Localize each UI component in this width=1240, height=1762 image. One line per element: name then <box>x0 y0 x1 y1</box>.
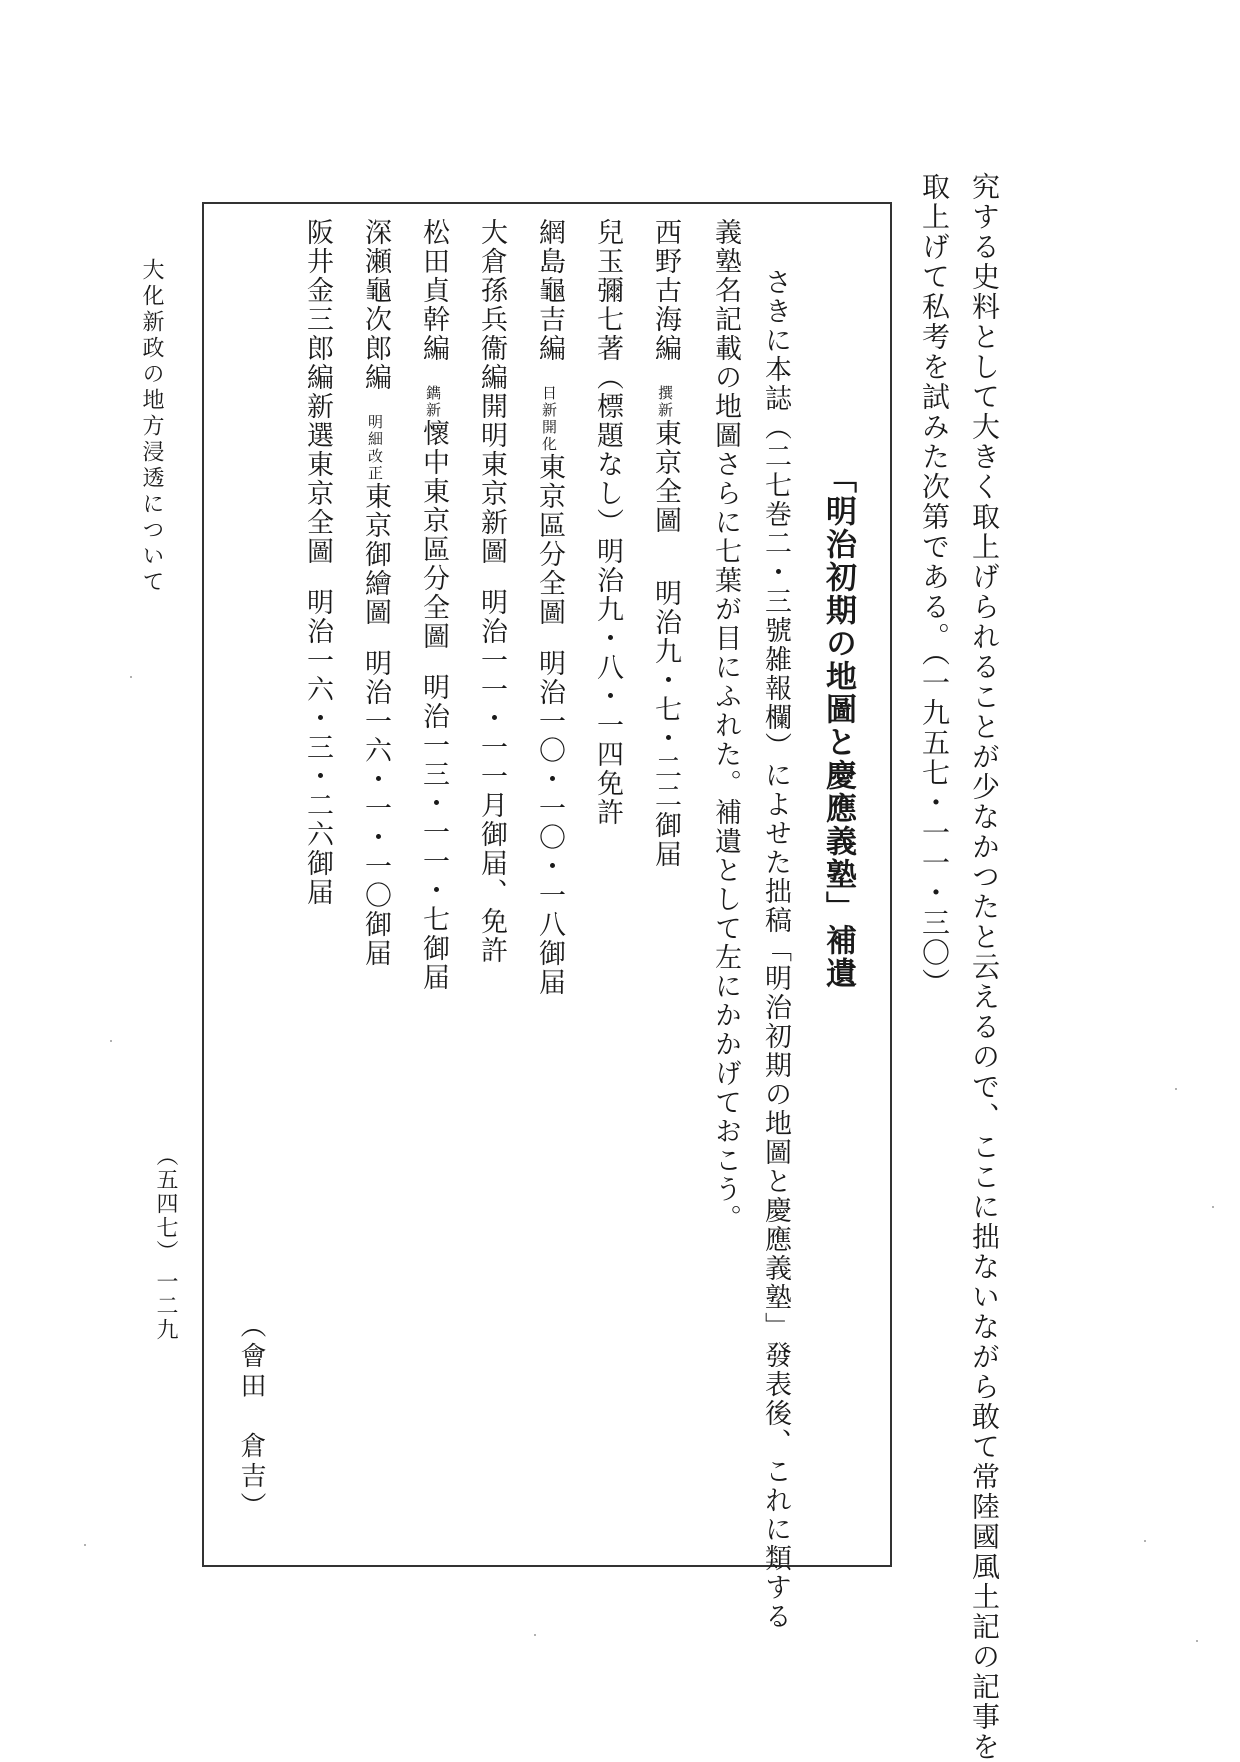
map-entry <box>536 218 563 997</box>
entry-date: 明治九・七・二二御届 <box>650 579 681 869</box>
scan-speck <box>110 1040 112 1042</box>
map-entry <box>362 218 389 968</box>
entry-ruby <box>366 414 383 482</box>
entry-title: 新選東京全圖 <box>302 392 333 566</box>
scan-speck <box>130 676 132 678</box>
entry-ruby-right: 新 <box>424 402 442 419</box>
entry-title: 東京全圖 <box>650 419 681 535</box>
entry-date: 明治一六・一・一〇御届 <box>360 649 391 968</box>
entry-editor: 松田貞幹編 <box>418 218 449 363</box>
supplement-body-line-2: 義塾名記載の地圖さらに七葉が目にふれた。補遺として左にかかげておこう。 <box>710 218 741 1233</box>
volume-page-number: （五四七） <box>153 1144 178 1264</box>
entry-ruby-right: 改正 <box>366 448 384 482</box>
entry-date: 明治九・八・一四免許 <box>592 537 623 827</box>
running-title: 大化新政の地方浸透について <box>139 258 164 596</box>
scan-speck <box>1196 1640 1198 1642</box>
entry-ruby <box>656 385 673 419</box>
entry-date: 明治一一・一一月御届、免許 <box>476 588 507 965</box>
entry-ruby <box>424 385 441 419</box>
entry-title: （標題なし） <box>592 363 623 537</box>
entry-ruby-right: 新 <box>656 402 674 419</box>
entry-ruby <box>540 385 557 453</box>
entry-date: 明治一三・一一・七御届 <box>418 673 449 992</box>
scan-speck <box>1212 1206 1214 1208</box>
entry-title: 東京御繪圖 <box>360 482 391 627</box>
entry-title: 東京區分全圖 <box>534 453 565 627</box>
entry-title: 開明東京新圖 <box>476 392 507 566</box>
map-entry <box>478 218 505 965</box>
entry-editor: 兒玉彌七著 <box>592 218 623 363</box>
page-number: 一二九 <box>153 1270 178 1342</box>
supplement-title: 「明治初期の地圖と慶應義塾」補遺 <box>820 462 856 990</box>
supplement-body-line-1: さきに本誌（二七巻二・三號雑報欄）によせた拙稿「明治初期の地圖と慶應義塾」發表後、これに類する <box>760 268 791 1631</box>
map-entry <box>594 218 621 827</box>
map-entry <box>420 218 447 992</box>
entry-title: 懷中東京區分全圖 <box>418 419 449 651</box>
intro-line-1: 究する史料として大きく取上げられることが少なかつたと云えるので、ここに拙ないながら敢て常陸國風土記の記事を <box>968 172 1001 1762</box>
scan-speck <box>84 1544 86 1546</box>
map-entry <box>304 218 331 907</box>
entry-ruby-left: 明細 <box>366 414 384 448</box>
supplement-author: （會田 倉吉） <box>236 1312 266 1522</box>
entry-editor: 西野古海編 <box>650 218 681 363</box>
entry-ruby-left: 鐫 <box>424 385 442 402</box>
entry-date: 明治一六・三・二六御届 <box>302 588 333 907</box>
entry-editor: 阪井金三郎編 <box>302 218 333 392</box>
scan-speck <box>534 1634 536 1636</box>
intro-line-2: 取上げて私考を試みた次第である。（一九五七・一一・三〇） <box>918 172 951 998</box>
entry-editor: 深瀬龜次郎編 <box>360 218 391 392</box>
entry-editor: 大倉孫兵衞編 <box>476 218 507 392</box>
entry-ruby-left: 撰 <box>656 385 674 402</box>
map-entry <box>652 218 679 869</box>
scan-speck <box>1175 1088 1177 1090</box>
entry-ruby-left: 日新 <box>540 385 558 419</box>
entry-editor: 網島龜吉編 <box>534 218 565 363</box>
entry-ruby-right: 開化 <box>540 419 558 453</box>
scan-speck <box>1144 1540 1146 1542</box>
entry-date: 明治一〇・一〇・一八御届 <box>534 649 565 997</box>
